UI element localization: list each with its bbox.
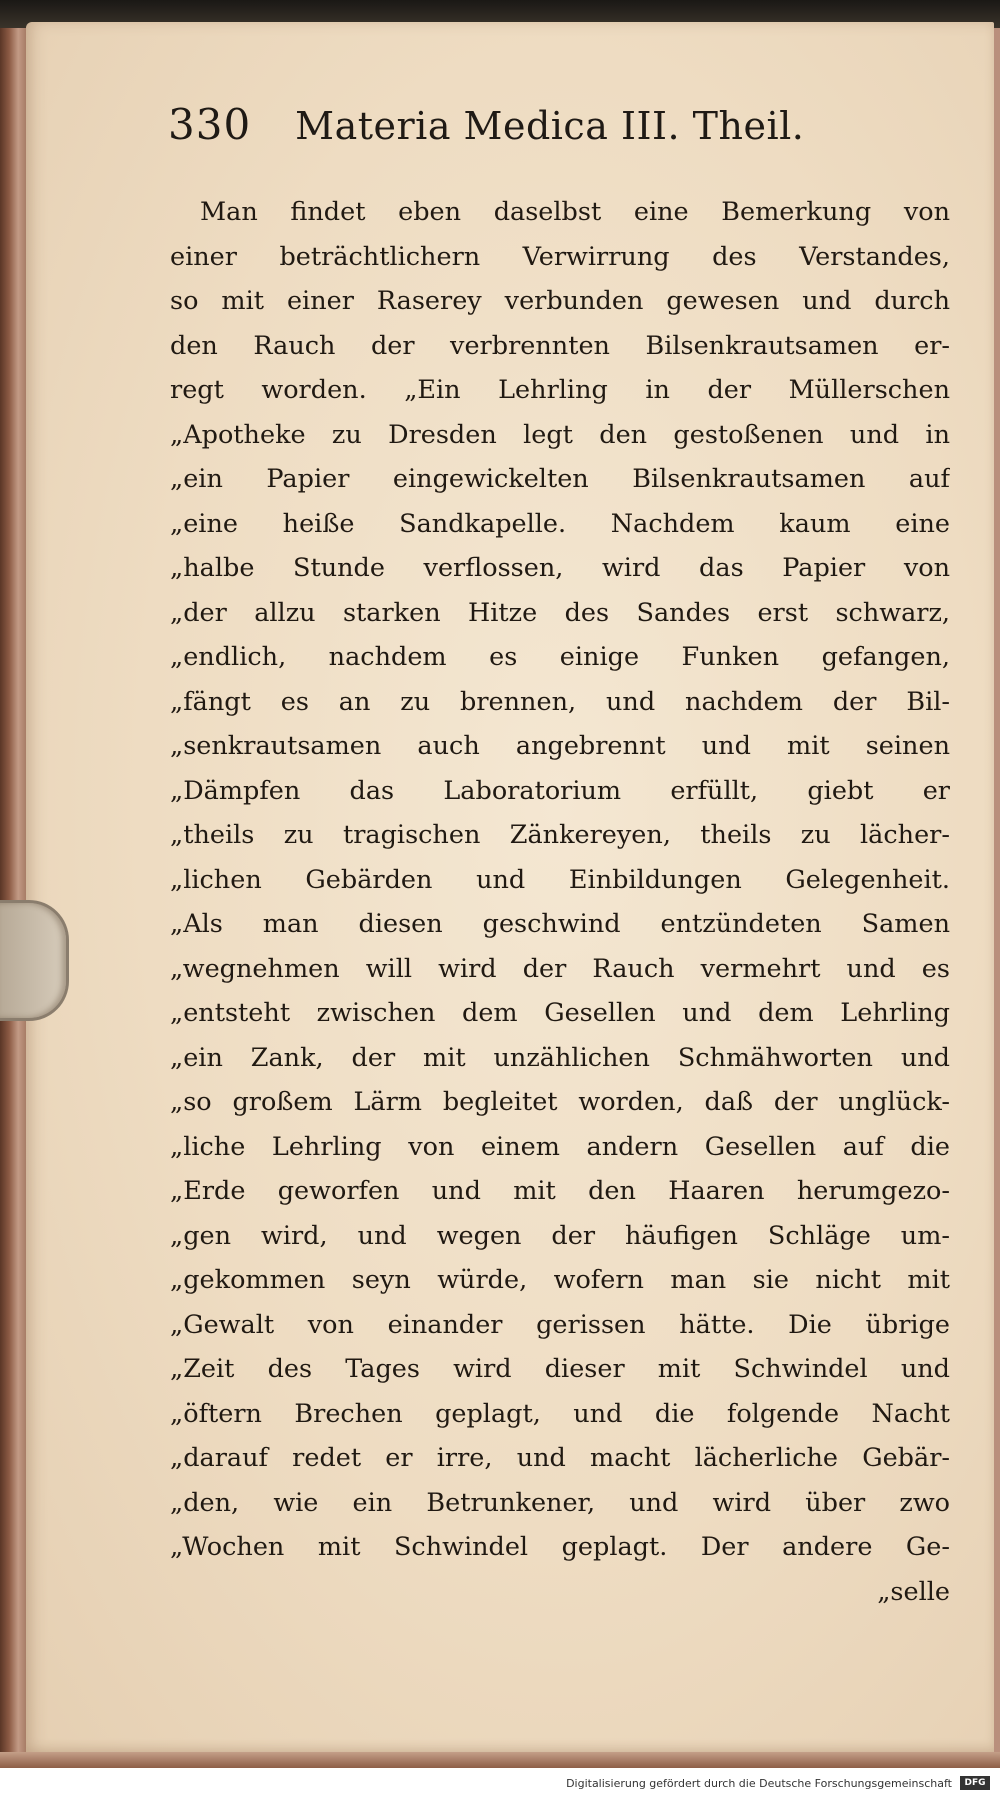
digitization-footer — [0, 1768, 1000, 1800]
text-line: „ein Zank, der mit unzählichen Schmähworten und — [170, 1042, 950, 1073]
text-line: „liche Lehrling von einem andern Gesellen auf die — [170, 1131, 950, 1162]
book-bottom-edge — [0, 1752, 1000, 1768]
text-line: „Gewalt von einander gerissen hätte. Die übrige — [170, 1309, 950, 1340]
text-line: „öftern Brechen geplagt, und die folgende Nacht — [170, 1398, 950, 1429]
page-right-edge — [994, 28, 1000, 1768]
page-header — [168, 100, 804, 160]
page-number: 330 — [168, 100, 252, 149]
text-line: „entsteht zwischen dem Gesellen und dem Lehrling — [170, 998, 950, 1028]
text-line: „endlich, nachdem es einige Funken gefangen, — [170, 642, 950, 672]
text-line: einer beträchtlichern Verwirrung des Verstandes, — [170, 241, 950, 272]
text-line: „Dämpfen das Laboratorium erfüllt, giebt er — [170, 775, 950, 806]
body-text — [170, 190, 950, 1614]
text-line: „Zeit des Tages wird dieser mit Schwindel und — [170, 1354, 950, 1384]
text-line: „Als man diesen geschwind entzündeten Samen — [170, 909, 950, 939]
text-line: „fängt es an zu brennen, und nachdem der Bil- — [170, 686, 950, 717]
text-line: „Wochen mit Schwindel geplagt. Der andere Ge- — [170, 1532, 950, 1562]
text-line: so mit einer Raserey verbunden gewesen und durch — [170, 286, 950, 316]
text-line: „wegnehmen will wird der Rauch vermehrt und es — [170, 953, 950, 984]
funding-credit: Digitalisierung gefördert durch die Deutsche Forschungsgemeinschaft — [566, 1777, 952, 1790]
text-line: „Erde geworfen und mit den Haaren herumgezo- — [170, 1176, 950, 1206]
running-head: Materia Medica III. Theil. — [295, 104, 805, 148]
book-clasp — [0, 900, 69, 1021]
book-spine-edge — [0, 28, 26, 1768]
text-line: Man findet eben daselbst eine Bemerkung von — [200, 197, 950, 227]
text-line: „theils zu tragischen Zänkereyen, theils zu lächer- — [170, 820, 950, 850]
text-line: „darauf redet er irre, und macht lächerliche Gebär- — [170, 1443, 950, 1473]
text-line: „ein Papier eingewickelten Bilsenkrautsamen auf — [170, 464, 950, 494]
text-line: „lichen Gebärden und Einbildungen Gelegenheit. — [170, 864, 950, 895]
text-line: „Apotheke zu Dresden legt den gestoßenen und in — [170, 419, 950, 450]
text-line: „senkrautsamen auch angebrennt und mit seinen — [170, 731, 950, 761]
text-line: „den, wie ein Betrunkener, und wird über zwo — [170, 1487, 950, 1518]
text-line: „gekommen seyn würde, wofern man sie nicht mit — [170, 1265, 950, 1295]
text-line: „so großem Lärm begleitet worden, daß der unglück- — [170, 1087, 950, 1117]
text-line: „halbe Stunde verflossen, wird das Papier von — [170, 553, 950, 583]
text-line: regt worden. „Ein Lehrling in der Müllerschen — [170, 375, 950, 405]
text-line: „gen wird, und wegen der häufigen Schläge um- — [170, 1220, 950, 1251]
catchword: „selle — [877, 1576, 950, 1607]
text-line: den Rauch der verbrennten Bilsenkrautsamen er- — [170, 330, 950, 361]
text-line: „der allzu starken Hitze des Sandes erst schwarz, — [170, 597, 950, 628]
dfg-logo-icon: DFG — [960, 1776, 990, 1790]
text-line: „eine heiße Sandkapelle. Nachdem kaum eine — [170, 508, 950, 539]
